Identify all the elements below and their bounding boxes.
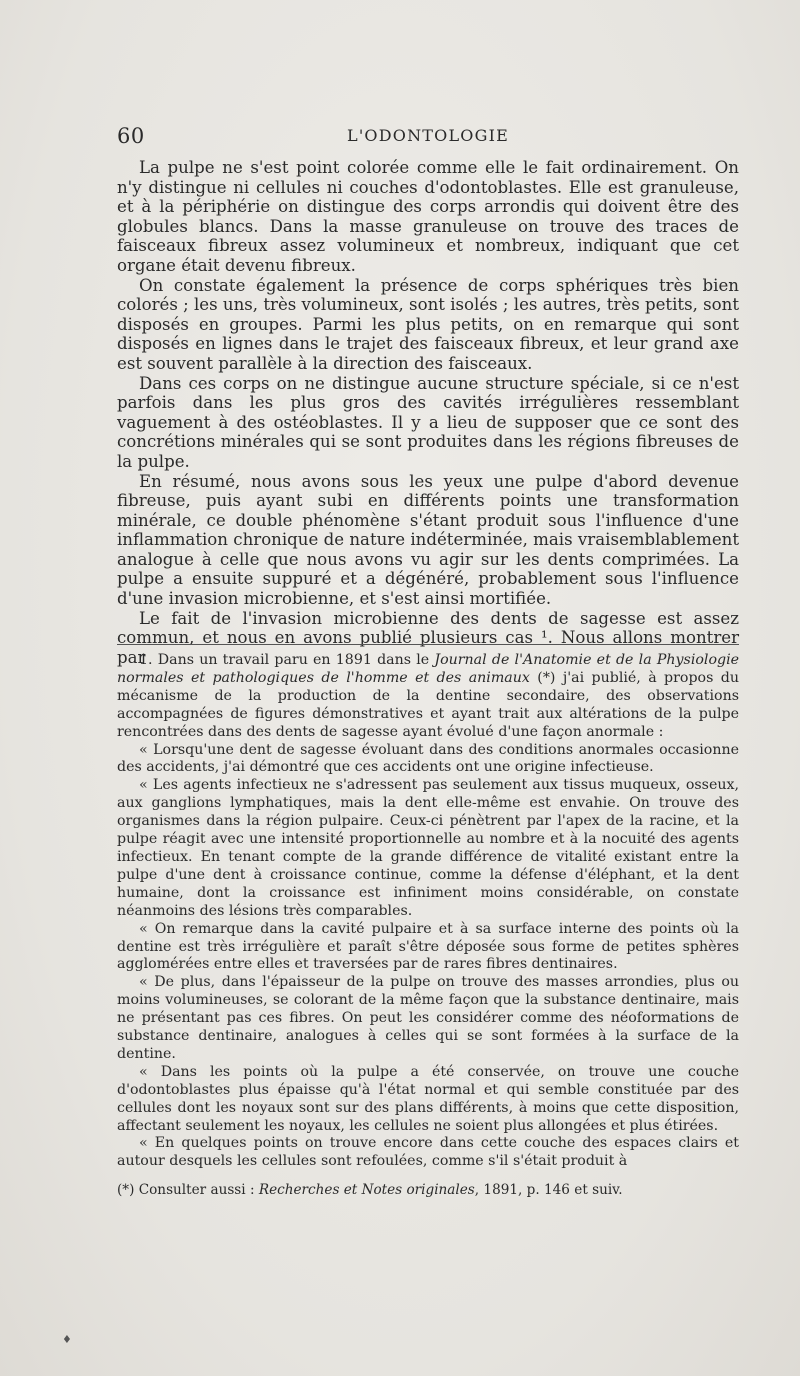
sub-footnote xyxy=(117,1182,739,1199)
paper-speck-icon: ♦ xyxy=(62,1333,72,1346)
footnote-quote: « De plus, dans l'épaisseur de la pulpe on trouve des masses arrondies, plus ou moins volumineuses, se colorant de la même façon que la substance dentinaire, mais ne présentant pas ces fibres. On peut les considérer comme des néoformations de substance dentinaire, analogues à celles qui se sont formées à la surface de la dentine. xyxy=(117,974,739,1062)
referenced-work-title: Recherches et Notes originales xyxy=(258,1182,475,1198)
footnote-intro-text: (*) j'ai publié, à propos du mécanisme de la production de la dentine secondaire, des observations accompagnées de figures démonstratives et ayant trait aux altérations de la pulpe rencontrées dans des dents de sagesse ayant évolué d'une façon anormale : xyxy=(117,669,739,740)
footnote xyxy=(117,652,739,1171)
sub-footnote-text: , 1891, p. 146 et suiv. xyxy=(474,1182,623,1198)
footnote-quote: « En quelques points on trouve encore dans cette couche des espaces clairs et autour desquels les cellules sont refoulées, comme s'il s'était produit à xyxy=(117,1135,739,1170)
running-title: L'ODONTOLOGIE xyxy=(347,126,509,145)
sub-footnote-text: (*) Consulter aussi : xyxy=(117,1182,259,1198)
footnote-quote: « Les agents infectieux ne s'adressent pas seulement aux tissus muqueux, osseux, aux ganglions lymphatiques, mais la dent elle-même est envahie. On trouve des organismes dans la région pulpaire. Ceux-ci pénètrent par l'apex de la racine, et la pulpe réagit avec une intensité proportionnelle au nombre et à la nocuité des agents infectieux. En tenant compte de la grande différence de vitalité existant entre la pulpe d'une dent à croissance continue, comme la défense d'éléphant, et la dent humaine, dont la croissance est infiniment moins considérable, on constate néanmoins des lésions très comparables. xyxy=(117,777,739,919)
main-text xyxy=(117,158,739,667)
sub-footnote-line xyxy=(117,1182,739,1199)
page-header xyxy=(117,124,739,148)
journal-title: Journal de l'Anatomie et de la Physiologie normales et pathologiques de l'homme et des animaux xyxy=(117,652,740,686)
page-number: 60 xyxy=(117,124,145,148)
footnote-quote: « Dans les points où la pulpe a été conservée, on trouve une couche d'odontoblastes plus épaisse qu'à l'état normal et qui semble constituée par des cellules dont les noyaux sont sur des plans différents, à moins que cette disposition, affectant seulement les noyaux, les cellules ne soient plus allongées et plus étirées. xyxy=(117,1063,739,1134)
body-paragraph: La pulpe ne s'est point colorée comme elle le fait ordinairement. On n'y distingue ni cellules ni couches d'odontoblastes. Elle est granuleuse, et à la périphérie on distingue des corps arrondis qui doivent être des globules blancs. Dans la masse granuleuse on trouve des traces de faisceaux fibreux assez volumineux et nombreux, indiquant que cet organe était devenu fibreux. xyxy=(117,158,739,275)
footnote-intro xyxy=(117,652,739,742)
footnote-separator xyxy=(117,644,739,645)
footnote-quote: « Lorsqu'une dent de sagesse évoluant dans des conditions anormales occasionne des accidents, j'ai démontré que ces accidents ont une origine infectieuse. xyxy=(117,741,739,776)
footnote-intro-text: 1. Dans un travail paru en 1891 dans le xyxy=(139,652,435,668)
body-paragraph: Le fait de l'invasion microbienne des dents de sagesse est assez commun, et nous en avons publié plusieurs cas ¹. Nous allons montrer par xyxy=(117,608,739,667)
footnote-quote: « On remarque dans la cavité pulpaire et à sa surface interne des points où la dentine est très irrégulière et paraît s'être déposée sous forme de petites sphères agglomérées entre elles et traversées par de rares fibres dentinaires. xyxy=(117,920,739,973)
body-paragraph: En résumé, nous avons sous les yeux une pulpe d'abord devenue fibreuse, puis ayant subi en différents points une transformation minérale, ce double phénomène s'étant produit sous l'influence d'une inflammation chronique de nature indéterminée, mais vraisemblablement analogue à celle que nous avons vu agir sur les dents comprimées. La pulpe a ensuite suppuré et a dégénéré, probablement sous l'influence d'une invasion microbienne, et s'est ainsi mortifiée. xyxy=(117,471,739,609)
body-paragraph: Dans ces corps on ne distingue aucune structure spéciale, si ce n'est parfois dans les plus gros des cavités irrégulières ressemblant vaguement à des ostéoblastes. Il y a lieu de supposer que ce sont des concrétions minérales qui se sont produites dans les régions fibreuses de la pulpe. xyxy=(117,373,739,471)
body-paragraph: On constate également la présence de corps sphériques très bien colorés ; les uns, très volumineux, sont isolés ; les autres, très petits, sont disposés en groupes. Parmi les plus petits, on en remarque qui sont disposés en lignes dans le trajet des faisceaux fibreux, et leur grand axe est souvent parallèle à la direction des faisceaux. xyxy=(117,275,739,373)
